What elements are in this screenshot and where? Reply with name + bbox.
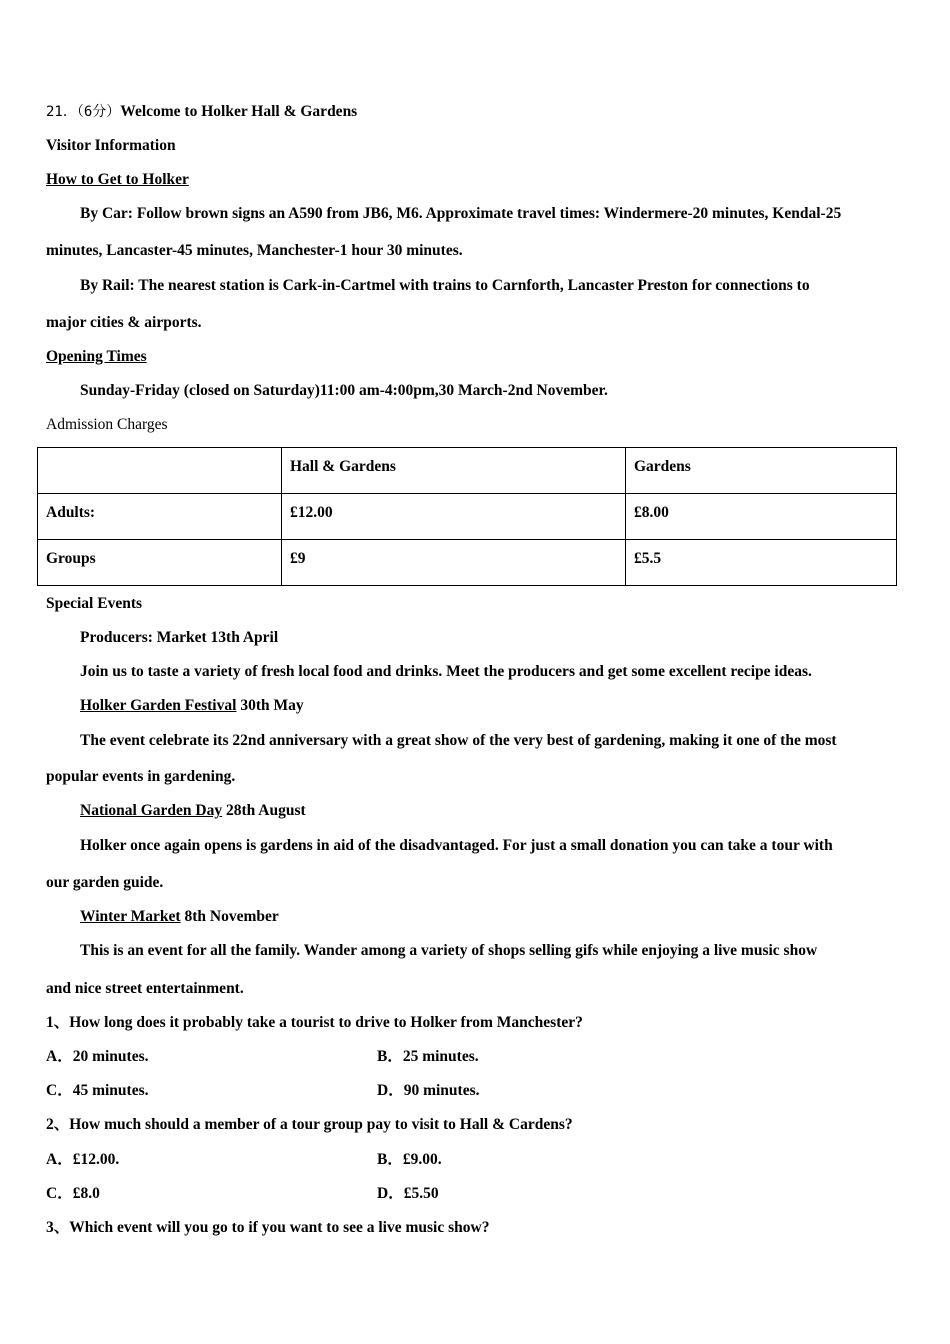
producers-title: Producers: Market 13th April <box>80 629 279 646</box>
table-cell: Gardens <box>626 448 897 494</box>
question-2: 2、How much should a member of a tour group pay to visit to Hall & Cardens? <box>46 1116 573 1133</box>
table-cell: £9 <box>282 540 626 586</box>
winter-market-text-line1: This is an event for all the family. Wander among a variety of shops selling gifs while enjoying a live music show <box>80 942 818 959</box>
admission-table <box>37 447 897 586</box>
winter-market-date: 8th November <box>180 908 279 925</box>
winter-market-name: Winter Market <box>80 908 181 925</box>
question-number: 21．（6分） <box>46 104 121 120</box>
garden-day-text-line1: Holker once again opens is gardens in aid of the disadvantaged. For just a small donation you can take a tour with <box>80 837 833 854</box>
rail-directions-line2: major cities & airports. <box>46 314 202 331</box>
winter-market-text-line2: and nice street entertainment. <box>46 980 244 997</box>
table-cell: Groups <box>38 540 282 586</box>
table-cell: £12.00 <box>282 494 626 540</box>
producers-text: Join us to taste a variety of fresh local food and drinks. Meet the producers and get some excellent recipe ideas. <box>80 663 812 680</box>
visitor-info-heading: Visitor Information <box>46 137 176 154</box>
admission-heading: Admission Charges <box>46 416 168 433</box>
question-1-option-a: A．20 minutes. <box>46 1048 149 1065</box>
question-2-option-d: D．£5.50 <box>377 1185 439 1202</box>
table-row <box>38 540 897 586</box>
table-cell: Hall & Gardens <box>282 448 626 494</box>
table-cell: Adults: <box>38 494 282 540</box>
passage-title <box>46 102 357 122</box>
table-header-row <box>38 448 897 494</box>
question-1-option-b: B．25 minutes. <box>377 1048 479 1065</box>
car-directions-line2: minutes, Lancaster-45 minutes, Manchester-1 hour 30 minutes. <box>46 242 463 259</box>
opening-times-text: Sunday-Friday (closed on Saturday)11:00 am-4:00pm,30 March-2nd November. <box>80 382 608 399</box>
garden-day-text-line2: our garden guide. <box>46 874 164 891</box>
question-1-option-d: D．90 minutes. <box>377 1082 480 1099</box>
festival-text-line1: The event celebrate its 22nd anniversary with a great show of the very best of gardening, making it one of the most <box>80 732 837 749</box>
rail-directions-line1: By Rail: The nearest station is Cark-in-Cartmel with trains to Carnforth, Lancaster Preston for connections to <box>80 277 810 294</box>
table-cell <box>38 448 282 494</box>
question-1: 1、How long does it probably take a tourist to drive to Holker from Manchester? <box>46 1014 583 1031</box>
how-to-get-heading: How to Get to Holker <box>46 171 189 188</box>
winter-market-title <box>80 907 279 927</box>
festival-text-line2: popular events in gardening. <box>46 768 236 785</box>
question-3: 3、Which event will you go to if you want to see a live music show? <box>46 1219 490 1236</box>
table-row <box>38 494 897 540</box>
question-2-option-a: A．£12.00. <box>46 1151 120 1168</box>
special-events-heading: Special Events <box>46 595 143 612</box>
title-text: Welcome to Holker Hall & Gardens <box>120 103 358 120</box>
garden-day-date: 28th August <box>222 802 306 819</box>
question-2-option-c: C．£8.0 <box>46 1185 100 1202</box>
car-directions-line1: By Car: Follow brown signs an A590 from JB6, M6. Approximate travel times: Windermere-20 minutes, Kendal-25 <box>80 205 842 222</box>
opening-times-heading: Opening Times <box>46 348 147 365</box>
festival-name: Holker Garden Festival <box>80 697 237 714</box>
garden-day-name: National Garden Day <box>80 802 223 819</box>
question-1-option-c: C．45 minutes. <box>46 1082 149 1099</box>
table-cell: £8.00 <box>626 494 897 540</box>
garden-day-title <box>80 801 306 821</box>
festival-title <box>80 696 304 716</box>
table-cell: £5.5 <box>626 540 897 586</box>
festival-date: 30th May <box>236 697 304 714</box>
question-2-option-b: B．£9.00. <box>377 1151 442 1168</box>
